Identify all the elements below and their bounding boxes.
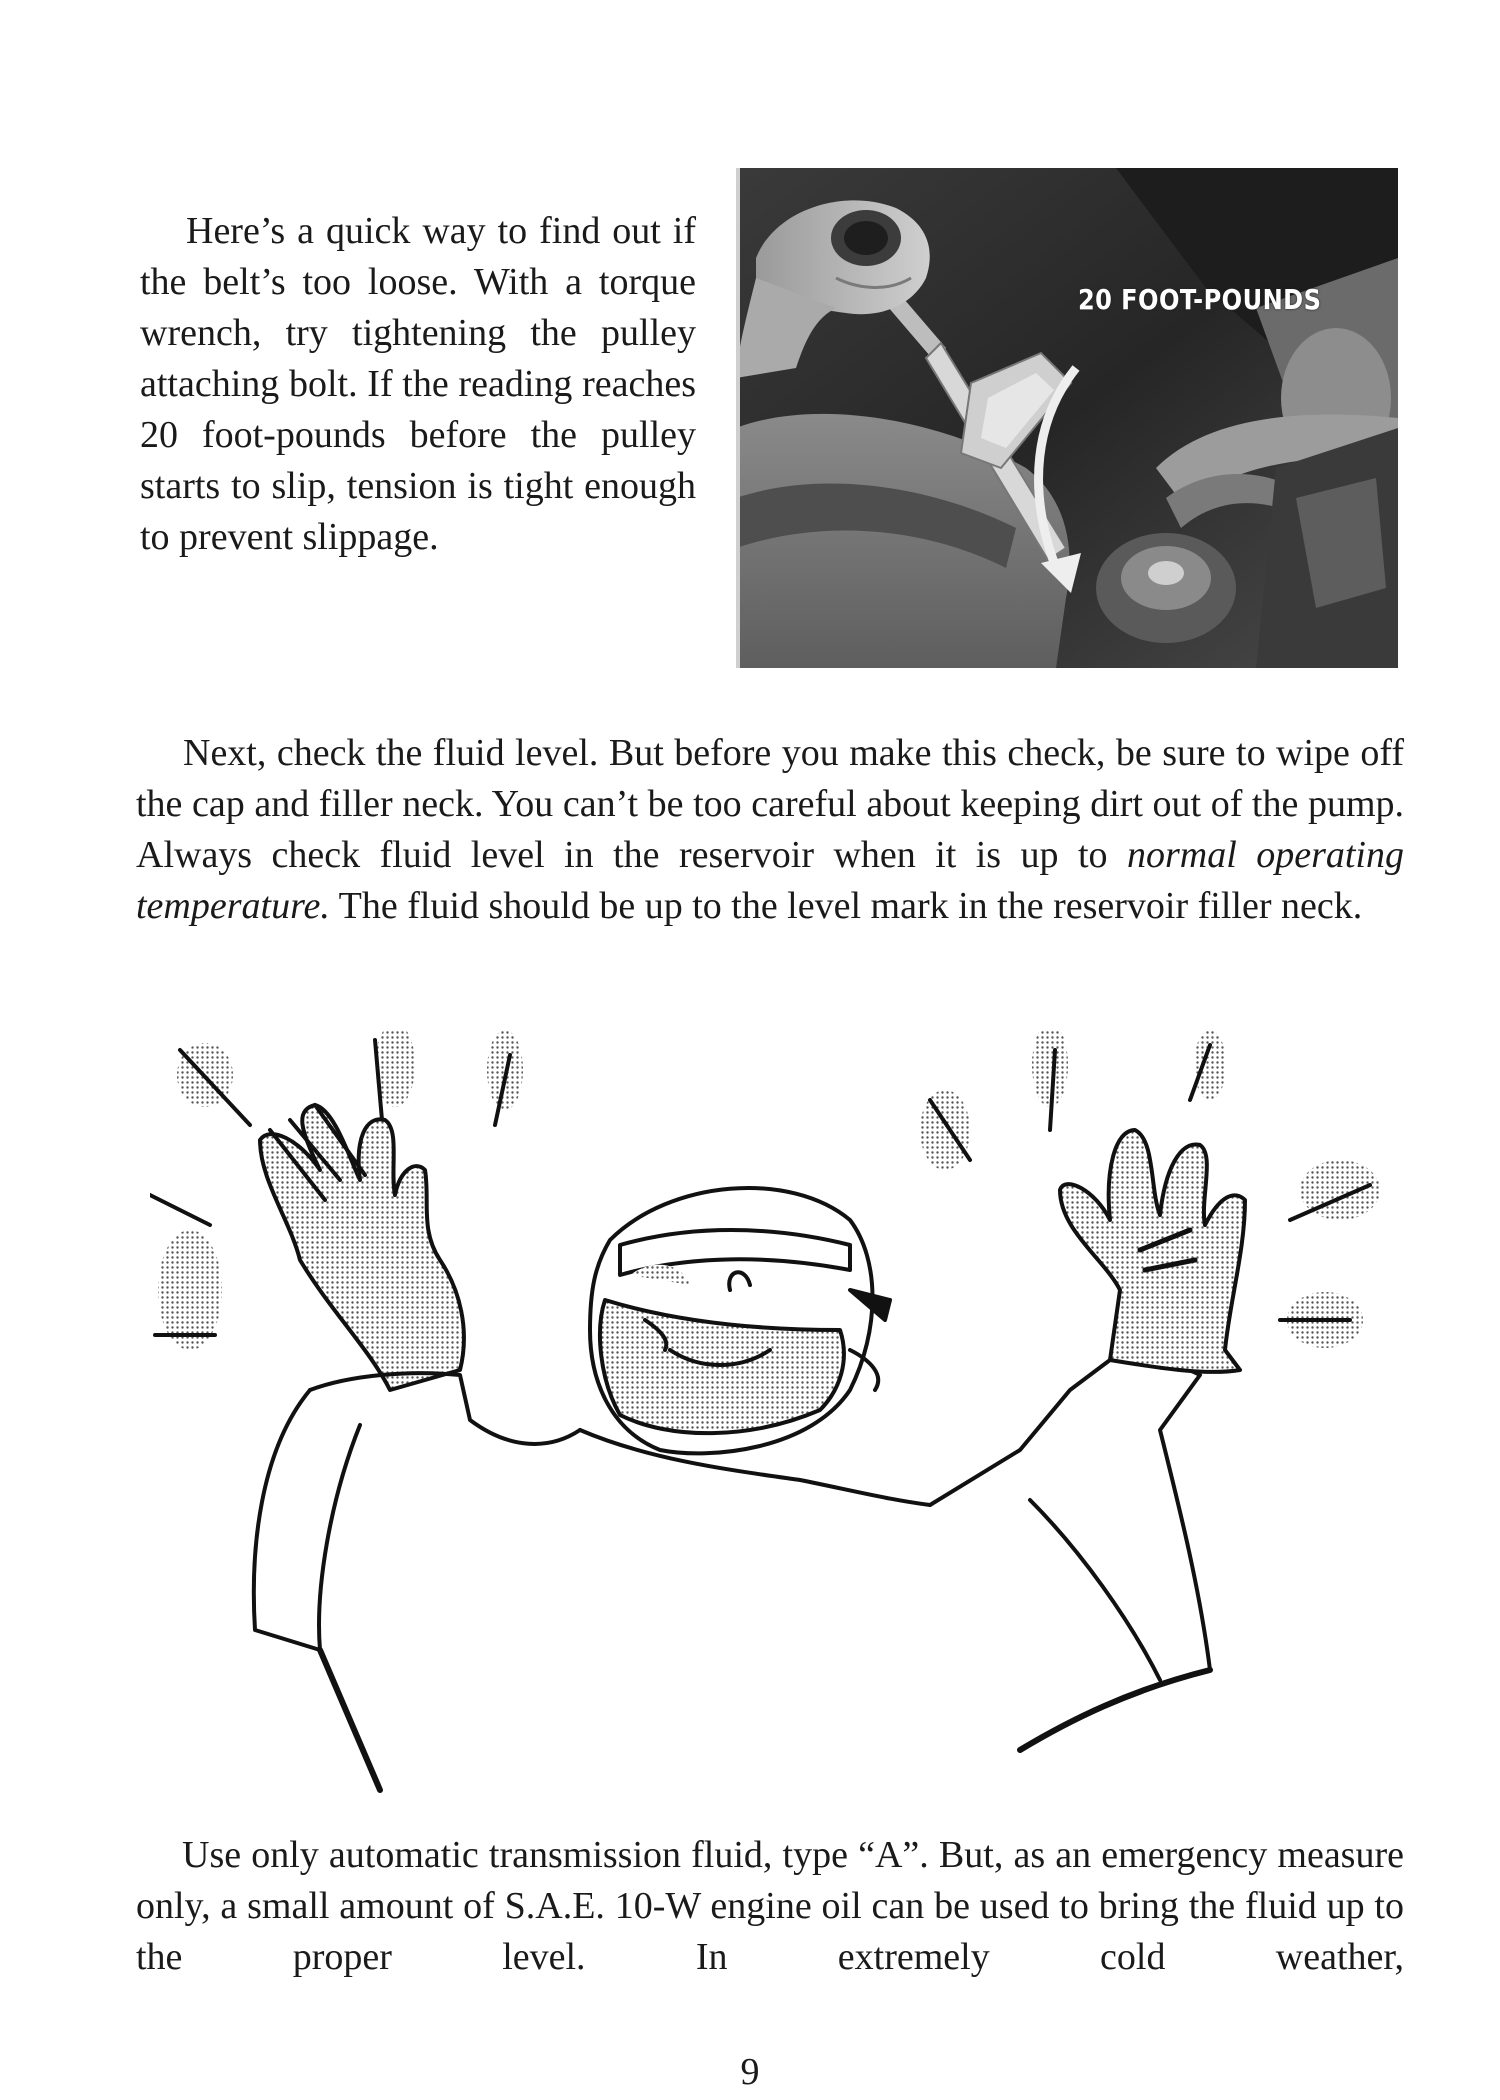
- fluid-type-paragraph: Use only automatic transmission fluid, type “A”. But, as an emergency measure only, a small amount of S.A.E. 10-W engine oil can be used to bring the fluid up to the proper level. In extremely cold weather,: [136, 1834, 1404, 1978]
- fluid-check-paragraph: [136, 728, 1404, 932]
- torque-wrench-photo: [736, 168, 1398, 668]
- page-number: 9: [740, 2051, 760, 2093]
- surgeon-cartoon-illustration: [150, 1030, 1400, 1820]
- surgeon-cartoon-drawing: [150, 1030, 1400, 1820]
- photo-caption: 20 FOOT-POUNDS: [1078, 283, 1322, 316]
- emphasized-phrase: normal operating temperature.: [136, 834, 1404, 927]
- intro-paragraph: Here’s a quick way to find out if the belt’s too loose. With a torque wrench, try tightening the pulley attaching bolt. If the reading reaches 20 foot-pounds before the pulley starts to slip, tension is tight enough to prevent slippage.: [140, 210, 696, 558]
- torque-wrench-photo-image: [736, 168, 1398, 668]
- fluid-check-text: Next, check the fluid level. But before you make this check, be sure to wipe off the cap and filler neck. You can’t be too careful about keeping dirt out of the pump. Always check fluid level in the reservoir when it is up to: [136, 732, 1404, 876]
- fluid-check-text-end: The fluid should be up to the level mark in the reservoir filler neck.: [329, 885, 1363, 927]
